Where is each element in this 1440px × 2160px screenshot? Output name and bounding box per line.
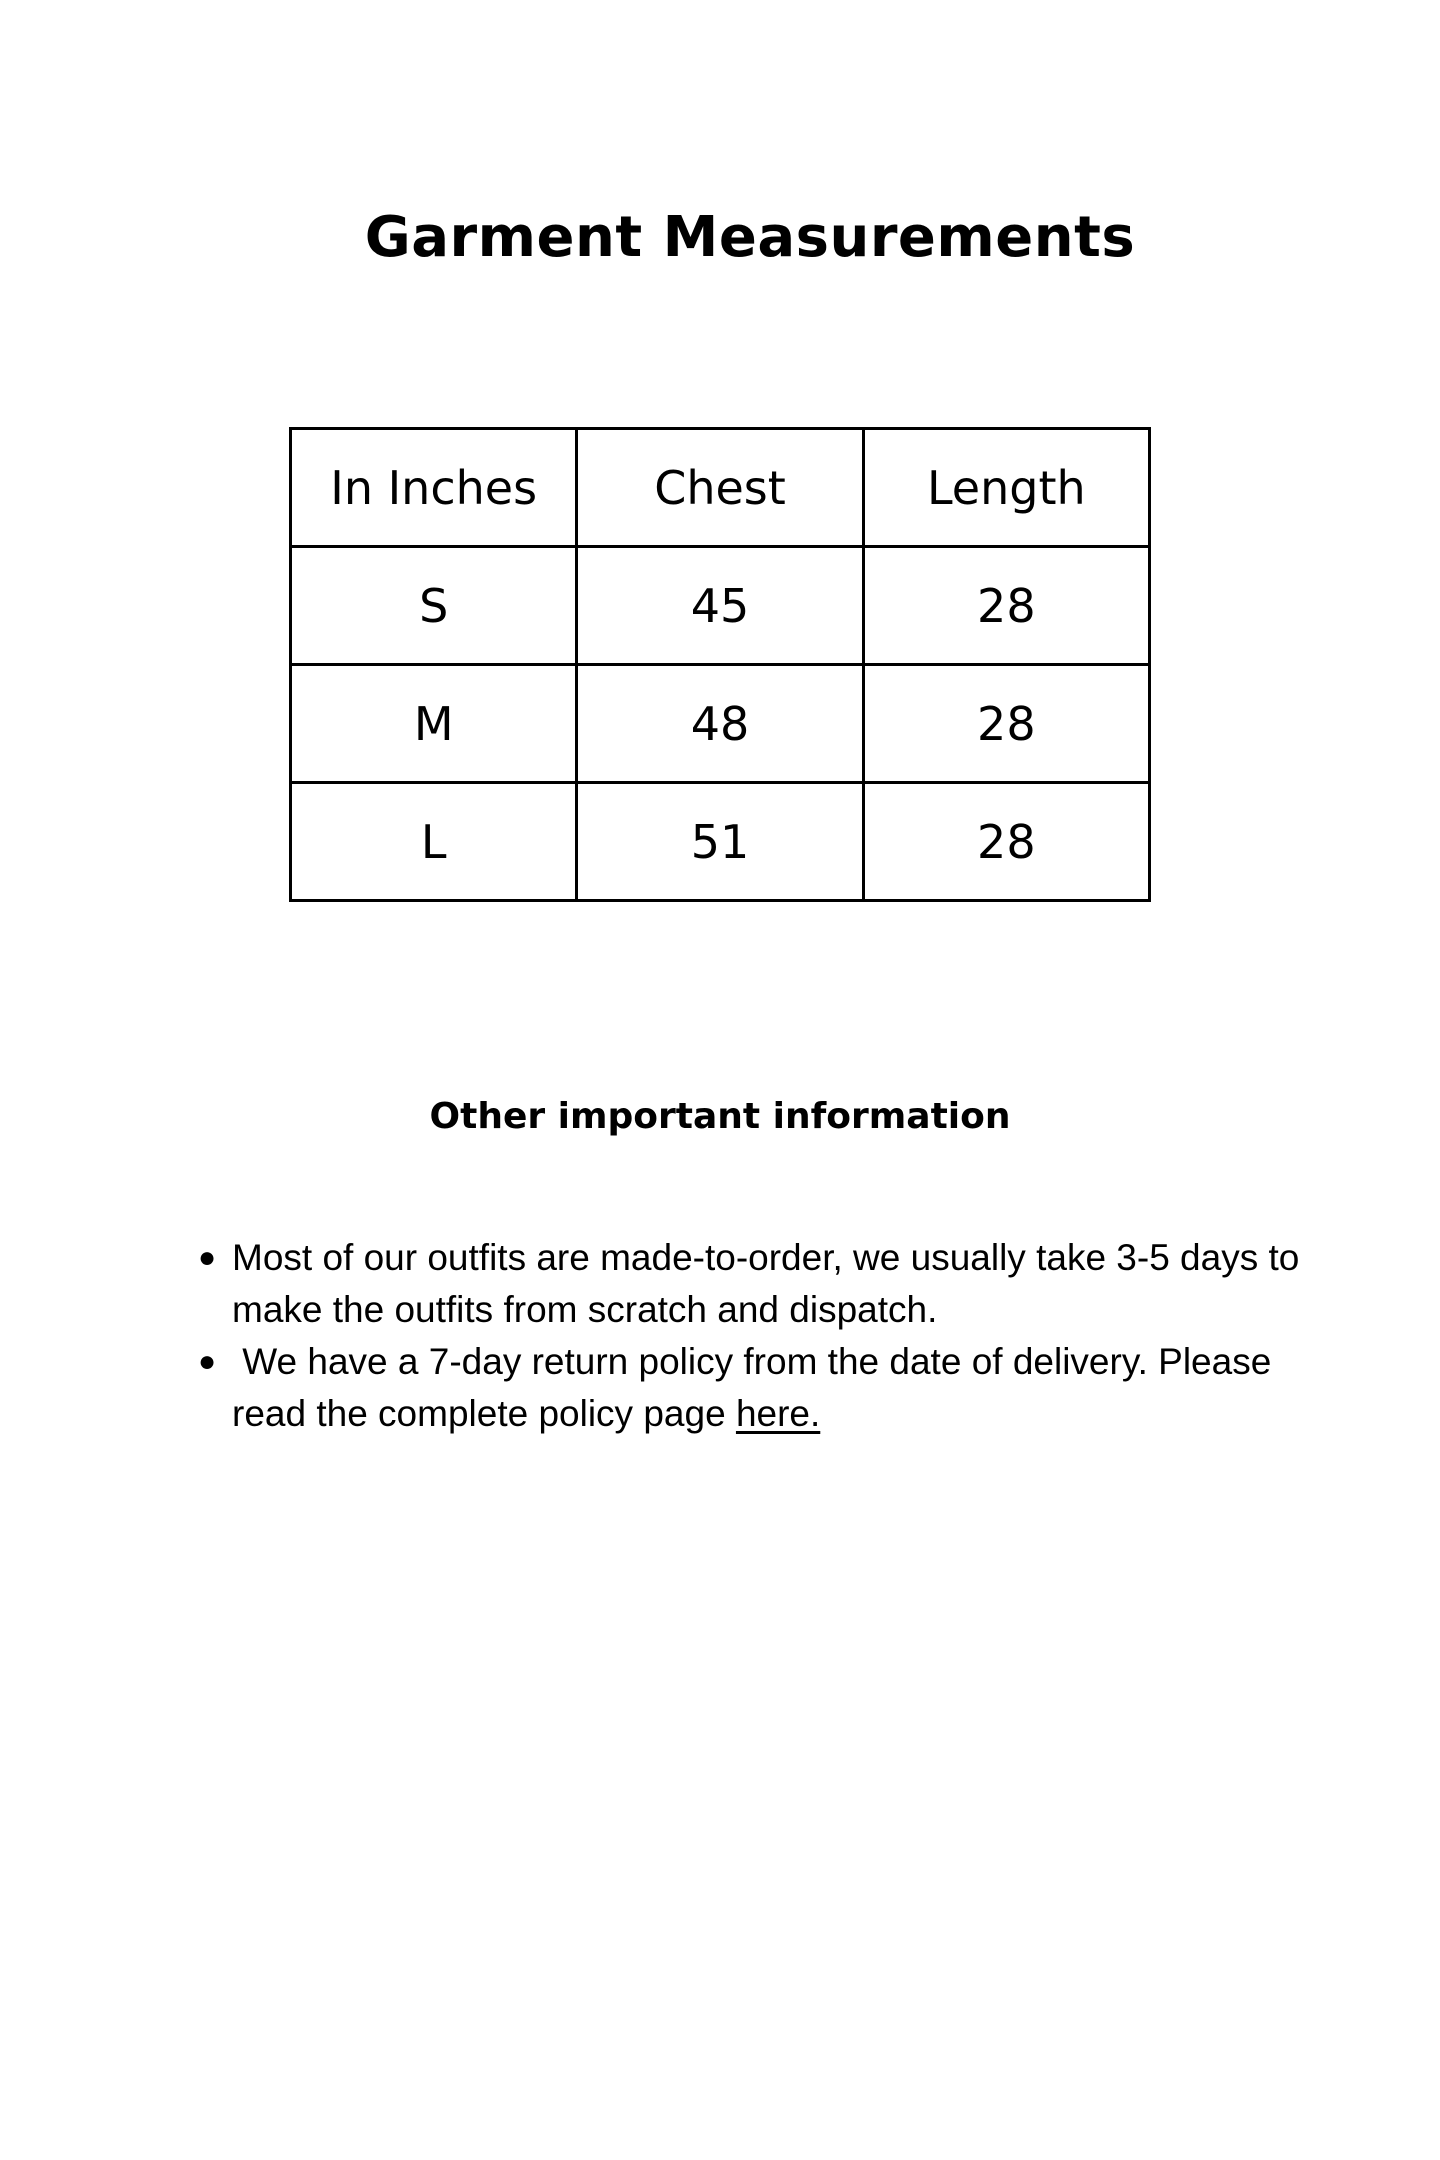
cell-size: M bbox=[291, 665, 577, 783]
table-header-row bbox=[291, 429, 1150, 547]
list-item bbox=[198, 1232, 1352, 1336]
bullet-icon: ● bbox=[198, 1345, 217, 1378]
list-item bbox=[198, 1336, 1352, 1440]
cell-size: L bbox=[291, 783, 577, 901]
info-text-dispatch: Most of our outfits are made-to-order, we usually take 3-5 days to make the outfits from scratch and dispatch. bbox=[232, 1237, 1300, 1330]
cell-chest: 48 bbox=[577, 665, 863, 783]
header-length: Length bbox=[863, 429, 1149, 547]
cell-chest: 45 bbox=[577, 547, 863, 665]
measurements-table bbox=[289, 427, 1151, 902]
info-heading: Other important information bbox=[429, 1096, 1011, 1137]
cell-chest: 51 bbox=[577, 783, 863, 901]
cell-size: S bbox=[291, 547, 577, 665]
info-text-returns: We have a 7-day return policy from the date of delivery. Please read the complete policy page bbox=[232, 1341, 1282, 1434]
cell-length: 28 bbox=[863, 547, 1149, 665]
info-list bbox=[198, 1232, 1352, 1440]
cell-length: 28 bbox=[863, 665, 1149, 783]
bullet-icon: ● bbox=[198, 1241, 217, 1274]
header-in-inches: In Inches bbox=[291, 429, 577, 547]
header-chest: Chest bbox=[577, 429, 863, 547]
policy-page-link[interactable]: here. bbox=[735, 1393, 821, 1434]
page-title: Garment Measurements bbox=[364, 205, 1136, 270]
table-row bbox=[291, 783, 1150, 901]
table-row bbox=[291, 665, 1150, 783]
table-row bbox=[291, 547, 1150, 665]
cell-length: 28 bbox=[863, 783, 1149, 901]
